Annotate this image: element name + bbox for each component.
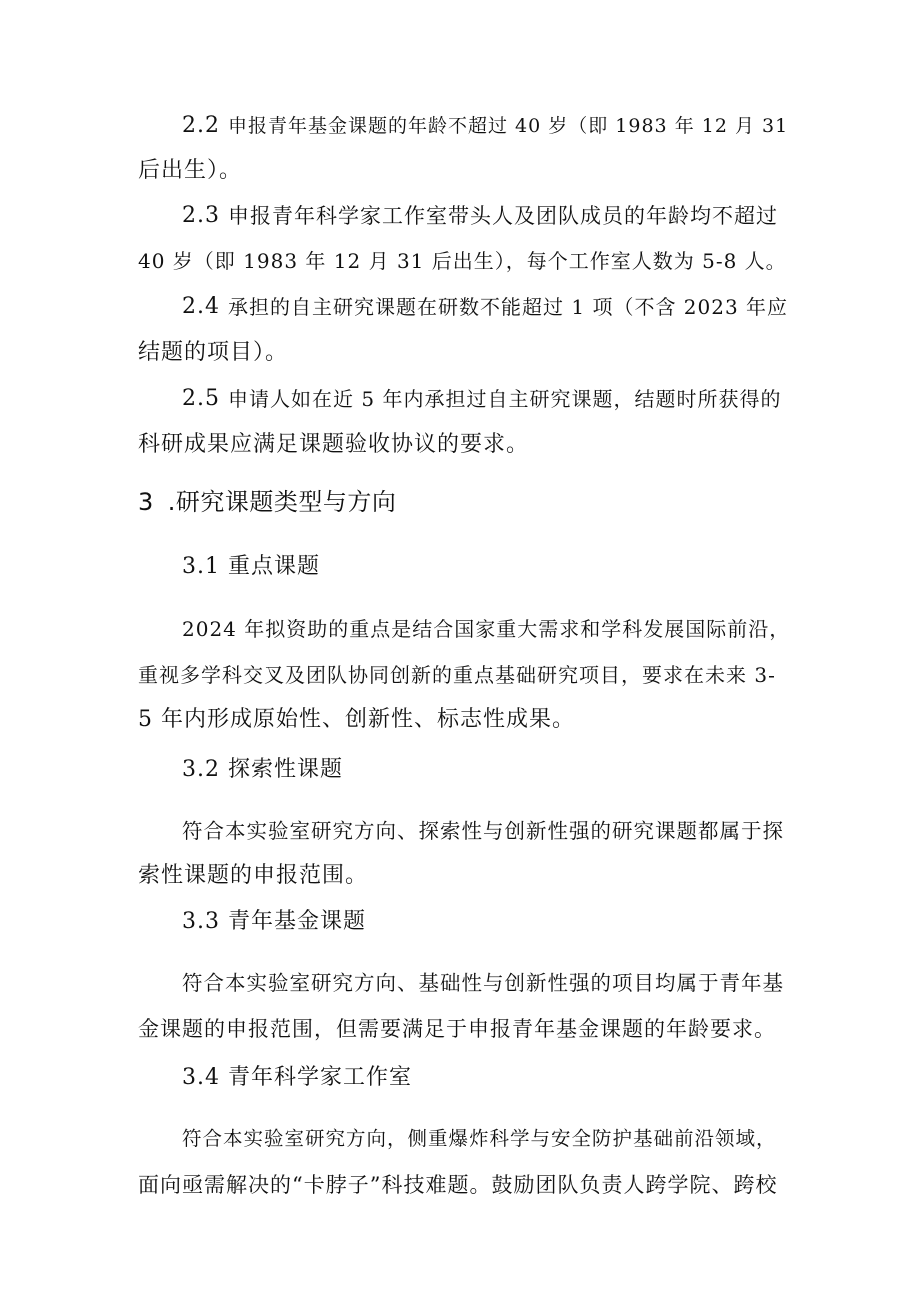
item-2-4-text-cont: 结题的项目）。 <box>138 340 289 365</box>
paragraph-3-1-line-3: 5 年内形成原始性、创新性、标志性成果。 <box>138 707 575 732</box>
subsection-3-2-title: 探索性课题 <box>228 757 344 782</box>
item-2-5-text: 申请人如在近 5 年内承担过自主研究课题，结题时所获得的 <box>228 387 782 411</box>
subsection-3-2-number: 3.2 <box>182 757 220 782</box>
subsection-3-4-number: 3.4 <box>182 1065 220 1090</box>
section-title: .研究课题类型与方向 <box>167 488 397 516</box>
item-2-3-number: 2.3 <box>182 203 220 228</box>
section-number: 3 <box>138 488 154 516</box>
subsection-3-4-title: 青年科学家工作室 <box>228 1065 413 1090</box>
item-2-4-number: 2.4 <box>182 294 220 319</box>
item-2-4-text: 承担的自主研究课题在研数不能超过 1 项（不含 2023 年应 <box>228 295 789 319</box>
item-2-2-text-cont: 后出生）。 <box>138 158 243 183</box>
paragraph-3-2-line-2: 索性课题的申报范围。 <box>138 863 369 888</box>
item-2-5-number: 2.5 <box>182 386 220 411</box>
paragraph-3-4-line-2: 面向亟需解决的“卡脖子”科技难题。鼓励团队负责人跨学院、跨校 <box>138 1173 778 1197</box>
paragraph-3-2-line-1: 符合本实验室研究方向、探索性与创新性强的研究课题都属于探 <box>182 819 784 843</box>
paragraph-3-4-line-1: 符合本实验室研究方向，侧重爆炸科学与安全防护基础前沿领域， <box>182 1127 777 1150</box>
section-heading <box>138 485 396 519</box>
subsection-3-1-number: 3.1 <box>182 554 220 579</box>
subsection-3-3-title: 青年基金课题 <box>228 909 367 934</box>
item-2-2-text: 申报青年基金课题的年龄不超过 40 岁（即 1983 年 12 月 31 <box>228 115 789 137</box>
item-2-3-text: 申报青年科学家工作室带头人及团队成员的年龄均不超过 <box>228 204 778 228</box>
paragraph-3-3-line-1: 符合本实验室研究方向、基础性与创新性强的项目均属于青年基 <box>182 971 784 995</box>
subsection-3-1-title: 重点课题 <box>228 554 321 579</box>
paragraph-3-3-line-2: 金课题的申报范围，但需要满足于申报青年基金课题的年龄要求。 <box>138 1017 776 1041</box>
subsection-3-3-number: 3.3 <box>182 909 220 934</box>
item-2-3-text-cont: 40 岁（即 1983 年 12 月 31 后出生），每个工作室人数为 5-8 人。 <box>138 249 787 273</box>
paragraph-3-1-line-2: 重视多学科交叉及团队协同创新的重点基础研究项目，要求在未来 3- <box>138 663 776 687</box>
item-2-2-number: 2.2 <box>182 113 220 138</box>
item-2-5-text-cont: 科研成果应满足课题验收协议的要求。 <box>138 432 530 457</box>
paragraph-3-1-line-1: 2024 年拟资助的重点是结合国家重大需求和学科发展国际前沿， <box>182 617 791 641</box>
